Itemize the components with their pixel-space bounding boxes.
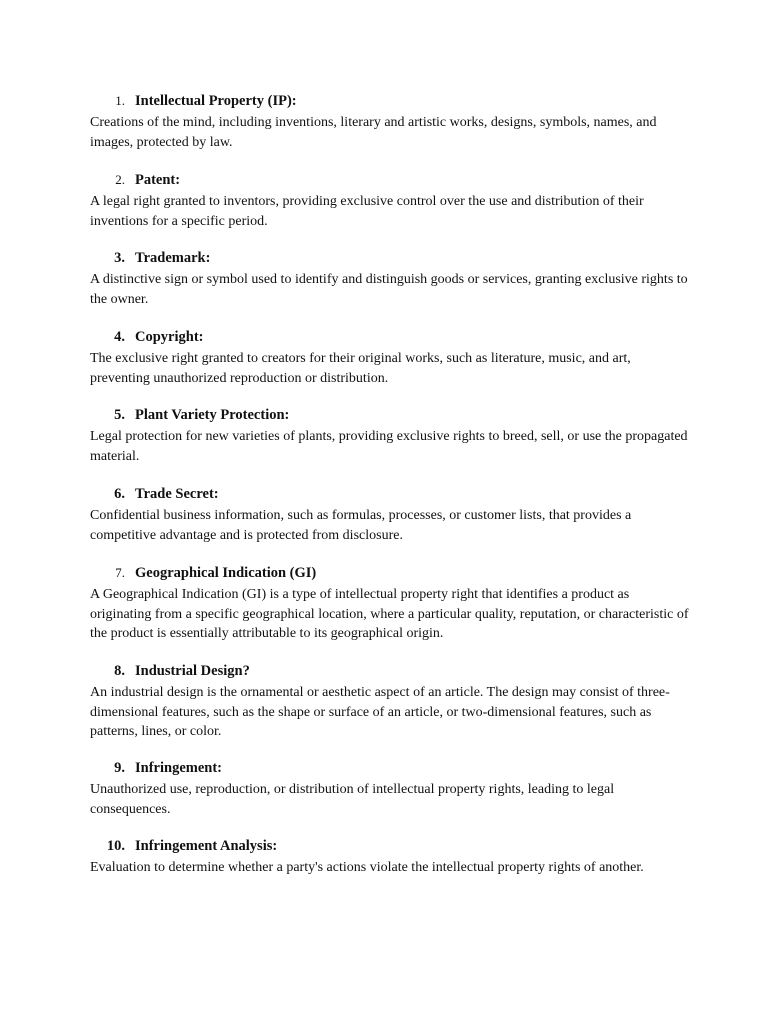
entry-definition: Evaluation to determine whether a party's actions violate the intellectual property rights of another. [90,860,644,875]
entry-title: Intellectual Property (IP): [135,93,297,109]
entry-number: 1. [115,93,125,108]
entry-definition: Legal protection for new varieties of plants, providing exclusive rights to breed, sell, or use the propagated material. [90,429,688,464]
entry-number: 2. [115,172,125,187]
entry-definition: A Geographical Indication (GI) is a type of intellectual property right that identifies a product as originating from a specific geographical location, where a particular quality, reputation, or characteristic of the product is essentially attributable to its geographical origin. [90,587,689,641]
entry-number: 7. [115,565,125,580]
glossary-entry-infringement [90,758,690,817]
entry-definition: A legal right granted to inventors, providing exclusive control over the use and distribution of their inventions for a specific period. [90,194,644,229]
entry-definition: Creations of the mind, including inventions, literary and artistic works, designs, symbols, names, and images, protected by law. [90,115,657,150]
entry-title: Copyright: [135,329,204,345]
glossary-entry-patent [90,170,690,229]
entry-definition: The exclusive right granted to creators for their original works, such as literature, music, and art, preventing unauthorized reproduction or distribution. [90,351,631,386]
entry-title: Infringement: [135,760,222,776]
entry-number: 10. [106,838,125,854]
glossary-entry-copyright [90,327,690,386]
entry-heading [90,758,690,778]
glossary-entry-ip [90,91,690,150]
entry-heading [90,661,690,681]
glossary-entry-infringement-analysis [90,836,690,875]
entry-title: Trademark: [135,250,211,266]
entry-title: Infringement Analysis: [135,838,278,854]
entry-number: 9. [114,760,125,776]
entry-heading [90,327,690,347]
entry-definition: Confidential business information, such as formulas, processes, or customer lists, that provides a competitive advantage and is protected from disclosure. [90,508,632,543]
entry-definition: Unauthorized use, reproduction, or distribution of intellectual property rights, leading to legal consequences. [90,782,615,817]
glossary-entry-trademark [90,248,690,307]
entry-heading [90,484,690,504]
entry-title: Industrial Design? [135,663,250,679]
entry-number: 3. [114,250,125,266]
entry-title: Plant Variety Protection: [135,407,290,423]
entry-number: 8. [114,663,125,679]
glossary-entry-geographical-indication [90,563,690,641]
entry-heading [90,248,690,268]
entry-heading [90,405,690,425]
entry-heading [90,563,690,583]
glossary-entry-trade-secret [90,484,690,543]
entry-number: 6. [114,486,125,502]
glossary-entry-industrial-design [90,661,690,739]
glossary-entry-plant-variety [90,405,690,464]
entry-number: 5. [114,407,125,423]
entry-definition: A distinctive sign or symbol used to identify and distinguish goods or services, granting exclusive rights to the owner. [90,272,688,307]
entry-heading [90,170,690,190]
entry-number: 4. [114,329,125,345]
entry-title: Patent: [135,172,181,188]
entry-definition: An industrial design is the ornamental or aesthetic aspect of an article. The design may consist of three-dimensional features, such as the shape or surface of an article, or two-dimensional features, such as patterns, lines, or color. [90,685,670,739]
entry-heading [90,91,690,111]
entry-title: Trade Secret: [135,486,219,502]
entry-title: Geographical Indication (GI) [135,565,317,581]
entry-heading [90,836,690,856]
